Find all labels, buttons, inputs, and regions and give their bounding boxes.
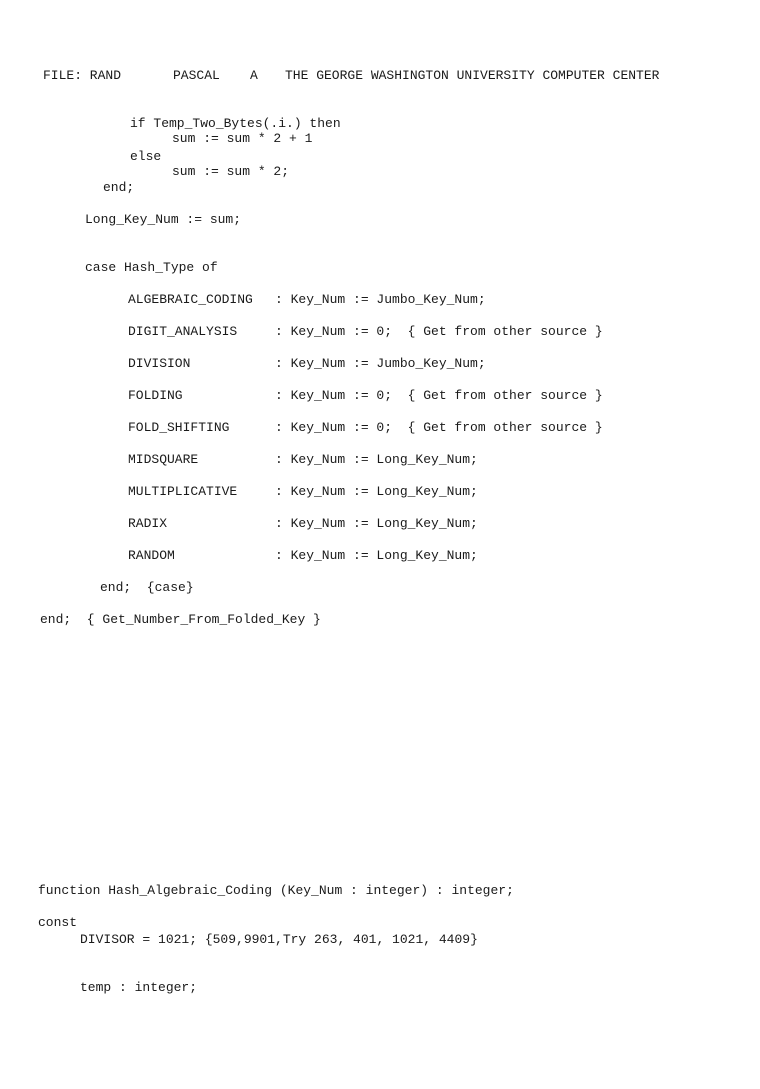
file-label: FILE: RAND <box>43 68 122 83</box>
code-else-line: else <box>130 149 162 164</box>
case-label: DIVISION <box>128 356 191 371</box>
code-long-key-line: Long_Key_Num := sum; <box>85 212 242 227</box>
case-label: FOLD_SHIFTING <box>128 420 230 435</box>
page-header <box>0 68 760 84</box>
case-statement: : Key_Num := 0; { Get from other source } <box>275 324 603 339</box>
case-branch <box>0 292 760 308</box>
case-branch <box>0 484 760 500</box>
language-label: PASCAL <box>173 68 220 83</box>
case-branch <box>0 324 760 340</box>
case-branch <box>0 548 760 564</box>
case-label: DIGIT_ANALYSIS <box>128 324 238 339</box>
case-statement: : Key_Num := Jumbo_Key_Num; <box>275 356 486 371</box>
case-label: RANDOM <box>128 548 175 563</box>
case-label: ALGEBRAIC_CODING <box>128 292 253 307</box>
case-statement: : Key_Num := Long_Key_Num; <box>275 484 478 499</box>
code-end-function-line: end; { Get_Number_From_Folded_Key } <box>40 612 321 627</box>
case-branch <box>0 452 760 468</box>
case-label: RADIX <box>128 516 168 531</box>
case-statement: : Key_Num := Long_Key_Num; <box>275 548 478 563</box>
code-divisor-line: DIVISOR = 1021; {509,9901,Try 263, 401, 1021, 4409} <box>80 932 478 947</box>
code-end-line: end; <box>103 180 135 195</box>
case-branch <box>0 356 760 372</box>
institution-label: THE GEORGE WASHINGTON UNIVERSITY COMPUTER CENTER <box>285 68 660 83</box>
case-statement: : Key_Num := Long_Key_Num; <box>275 452 478 467</box>
case-statement: : Key_Num := 0; { Get from other source } <box>275 388 603 403</box>
case-label: FOLDING <box>128 388 183 403</box>
code-temp-line: temp : integer; <box>80 980 198 995</box>
case-statement: : Key_Num := Jumbo_Key_Num; <box>275 292 486 307</box>
case-branch <box>0 516 760 532</box>
case-statement: : Key_Num := 0; { Get from other source } <box>275 420 603 435</box>
section-label: A <box>250 68 258 83</box>
case-branch <box>0 420 760 436</box>
case-statement: : Key_Num := Long_Key_Num; <box>275 516 478 531</box>
code-case-line: case Hash_Type of <box>85 260 218 275</box>
code-end-case-line: end; {case} <box>100 580 194 595</box>
code-const-line: const <box>38 915 78 930</box>
code-sum-times-line: sum := sum * 2; <box>172 164 290 179</box>
code-function-decl: function Hash_Algebraic_Coding (Key_Num : integer) : integer; <box>38 883 514 898</box>
case-branch <box>0 388 760 404</box>
case-label: MIDSQUARE <box>128 452 199 467</box>
code-if-line: if Temp_Two_Bytes(.i.) then <box>130 116 341 131</box>
case-label: MULTIPLICATIVE <box>128 484 238 499</box>
code-sum-plus-line: sum := sum * 2 + 1 <box>172 131 313 146</box>
